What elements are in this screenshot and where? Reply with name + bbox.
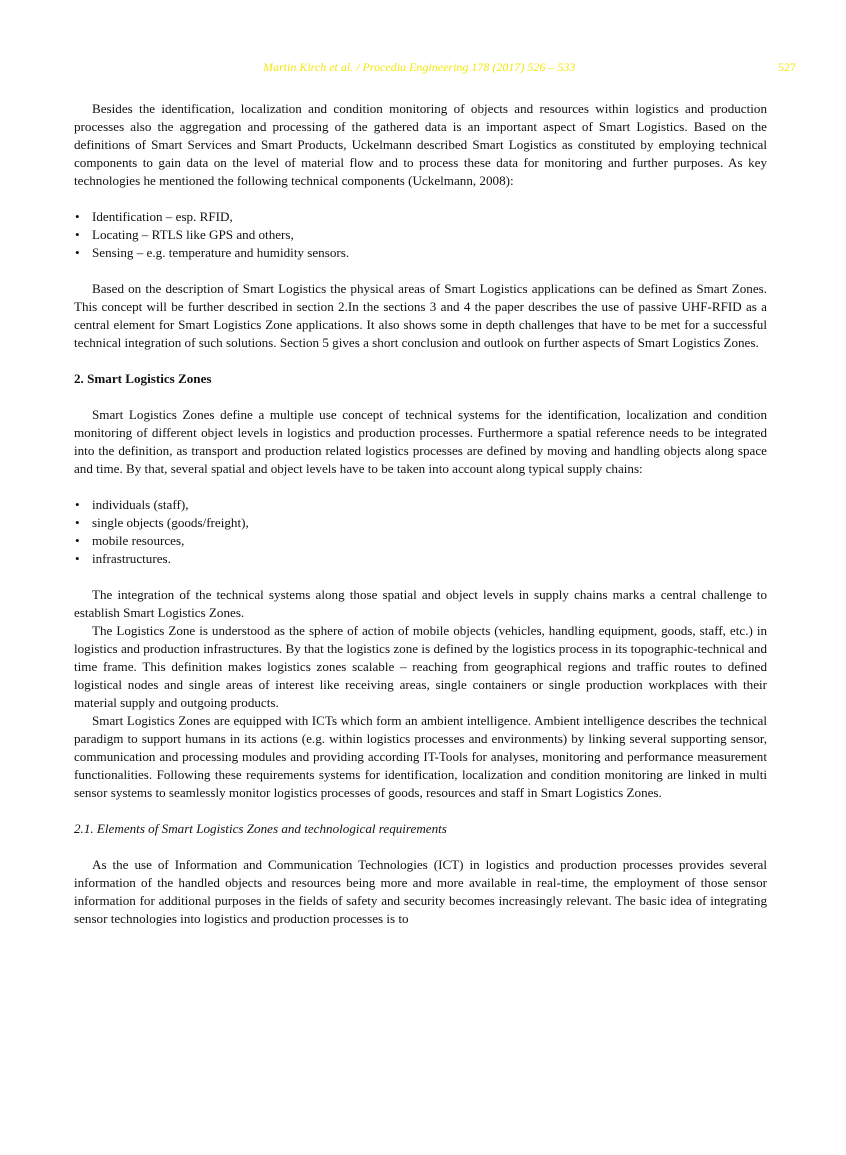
list-item: • Locating – RTLS like GPS and others, <box>74 226 767 244</box>
running-header: Martin Kirch et al. / Procedia Engineering 178 (2017) 526 – 533 <box>263 60 576 74</box>
paragraph: The Logistics Zone is understood as the sphere of action of mobile objects (vehicles, handling equipment, goods, staff, etc.) in logistics and production infrastructures. By that the logistics zone is defined by the logistics process in its topographic-technical and time frame. This definition makes logistics zones scalable – reaching from geographical regions and traffic routes to defined logistical nodes and single areas of interest like receiving areas, single containers or single production workplaces with their material supply and outgoing products. <box>74 623 767 710</box>
list-item: • individuals (staff), <box>74 496 767 514</box>
paragraph: Based on the description of Smart Logistics the physical areas of Smart Logistics applications can be defined as Smart Zones. This concept will be further described in section 2.In the sections 3 and 4 the paper describes the use of passive UHF-RFID as a central element for Smart Logistics Zone applications. It also shows some in depth challenges that have to be met for a successful technical integration of such solutions. Section 5 gives a short conclusion and outlook on further aspects of Smart Logistics Zones. <box>74 281 767 350</box>
subsection-heading: 2.1. Elements of Smart Logistics Zones and technological requirements <box>74 821 447 836</box>
paragraph: Smart Logistics Zones define a multiple use concept of technical systems for the identification, localization and condition monitoring of different object levels in logistics and production processes. Furthermore a spatial reference needs to be integrated into the definition, as transport and production related logistics processes are defined by moving and handling objects along space and time. By that, several spatial and object levels have to be taken into account along typical supply chains: <box>74 407 767 476</box>
list-item: • Identification – esp. RFID, <box>74 208 767 226</box>
bullet-list <box>74 208 767 262</box>
list-item: • Sensing – e.g. temperature and humidity sensors. <box>74 244 767 262</box>
body-text <box>74 100 767 928</box>
paragraph: As the use of Information and Communication Technologies (ICT) in logistics and production processes provides several information of the handled objects and resources being more and more available in real-time, the employment of those sensor information for additional purposes in the fields of safety and security becomes increasingly relevant. The basic idea of integrating sensor technologies into logistics and production processes is to <box>74 857 767 926</box>
list-item: • single objects (goods/freight), <box>74 514 767 532</box>
page-number: 527 <box>778 60 796 74</box>
list-item: • infrastructures. <box>74 550 767 568</box>
paragraph: Smart Logistics Zones are equipped with ICTs which form an ambient intelligence. Ambient intelligence describes the technical paradigm to support humans in its actions (e.g. within logistics processes and environments) by linking several supporting sensor, communication and processing modules and providing according IT-Tools for analyses, monitoring and performance measurement functionalities. Following these requirements systems for identification, localization and condition monitoring are linked in multi sensor systems to seamlessly monitor logistics processes of goods, resources and staff in Smart Logistics Zones. <box>74 713 767 800</box>
section-heading: 2. Smart Logistics Zones <box>74 371 212 386</box>
bullet-list <box>74 496 767 568</box>
paragraph: The integration of the technical systems along those spatial and object levels in supply chains marks a central challenge to establish Smart Logistics Zones. <box>74 587 767 620</box>
list-item: • mobile resources, <box>74 532 767 550</box>
paragraph: Besides the identification, localization and condition monitoring of objects and resources within logistics and production processes also the aggregation and processing of the gathered data is an important aspect of Smart Logistics. Based on the definitions of Smart Services and Smart Products, Uckelmann described Smart Logistics as constituted by employing technical components to gain data on the level of material flow and to process these data for monitoring and further purposes. As key technologies he mentioned the following technical components (Uckelmann, 2008): <box>74 101 767 188</box>
